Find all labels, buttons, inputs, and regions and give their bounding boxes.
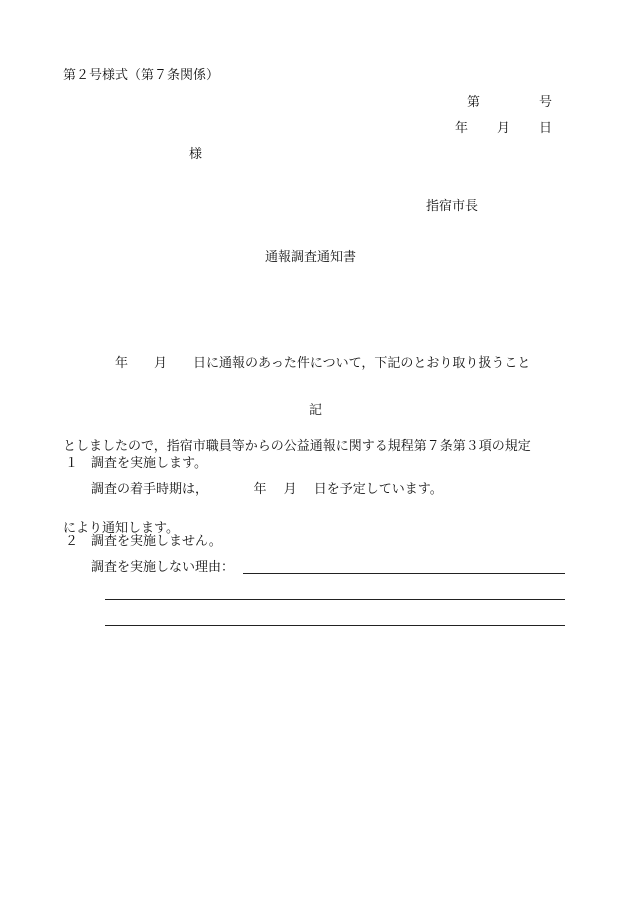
reason-underline-1 <box>243 573 565 574</box>
body-line-3: により通知します。 <box>63 521 179 536</box>
number-suffix: 号 <box>539 95 553 110</box>
item1-detail: 調査の着手時期は， 年 月 日を予定しています。 <box>91 482 443 497</box>
item1-text: 調査を実施します。 <box>91 456 207 471</box>
number-prefix: 第 <box>467 95 481 110</box>
ki-heading: 記 <box>309 403 323 418</box>
date-day: 日 <box>539 121 553 136</box>
body-paragraph <box>63 295 568 570</box>
date-year: 年 <box>455 121 469 136</box>
item2-text: 調査を実施しません。 <box>91 534 222 549</box>
sender: 指宿市長 <box>426 199 479 214</box>
body-line-2: としましたので，指宿市職員等からの公益通報に関する規程第７条第３項の規定 <box>63 438 531 454</box>
body-line-1: 年 月 日に通報のあった件について，下記のとおり取り扱うこと <box>63 356 531 371</box>
date-month: 月 <box>497 121 511 136</box>
form-label: 第２号様式（第７条関係） <box>63 68 220 83</box>
reason-underline-2 <box>105 599 565 600</box>
item1-number: １ <box>65 456 79 471</box>
reason-label: 調査を実施しない理由： <box>91 560 235 575</box>
document-title: 通報調査通知書 <box>265 250 357 265</box>
addressee-suffix: 様 <box>189 147 203 162</box>
reason-underline-3 <box>105 625 565 626</box>
item2-number: ２ <box>65 534 79 549</box>
